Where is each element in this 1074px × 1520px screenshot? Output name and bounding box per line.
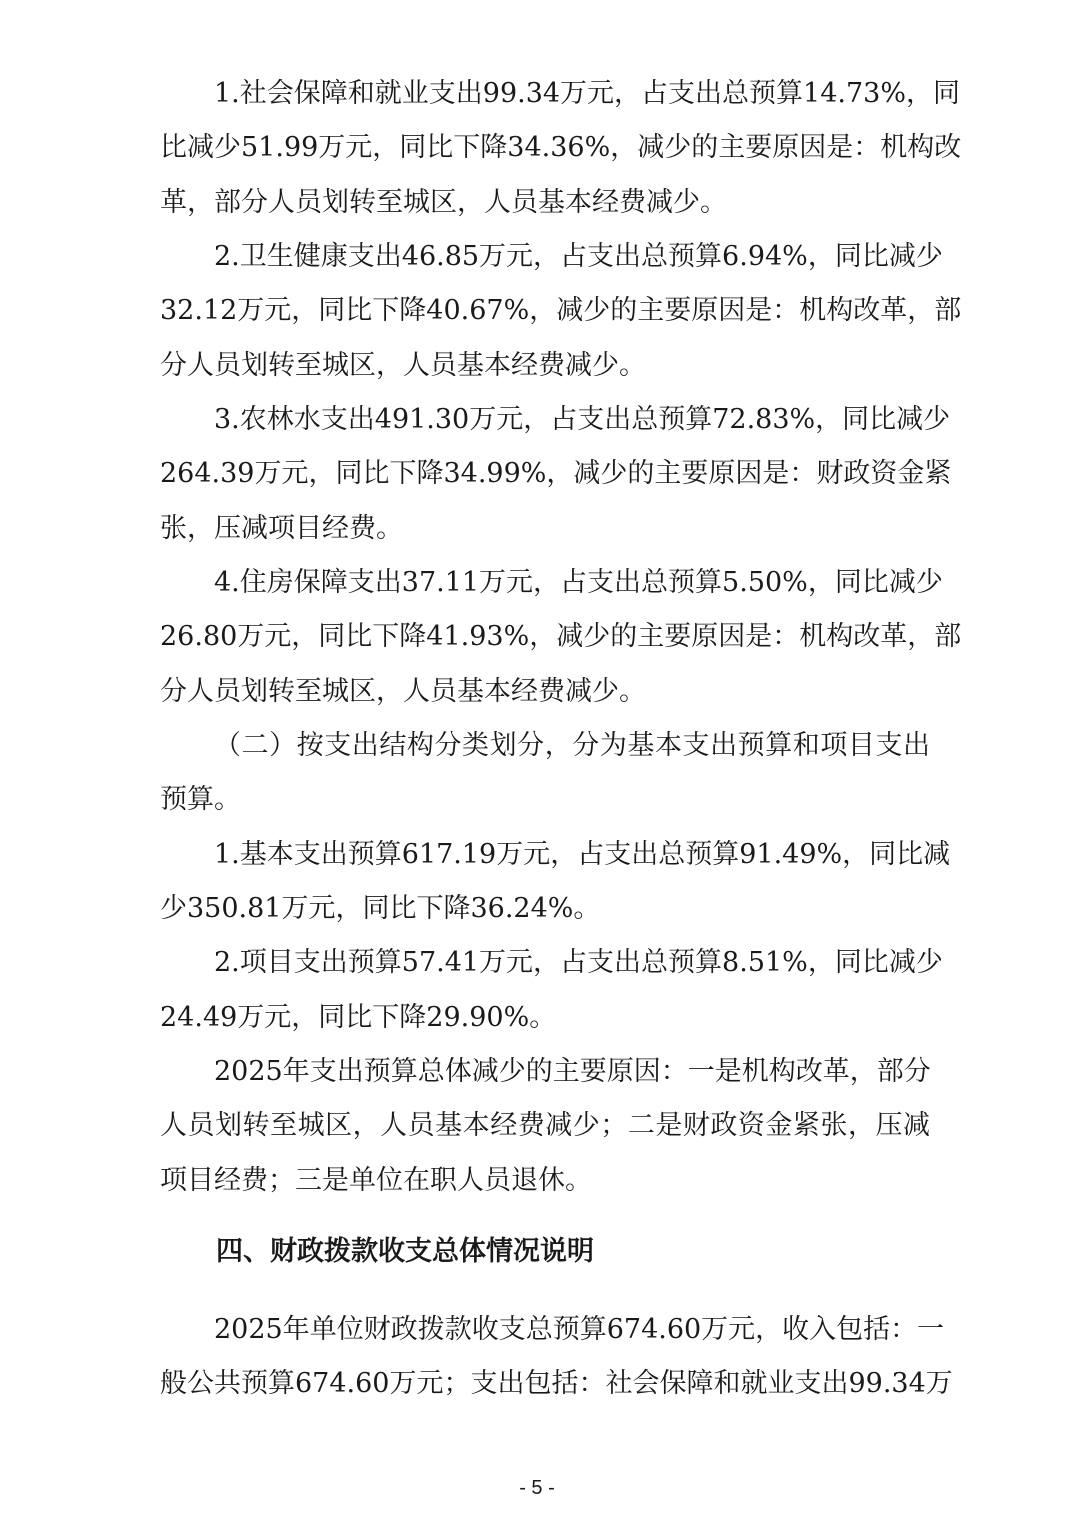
paragraph-line: 1.基本支出预算617.19万元，占支出总预算91.49%，同比减 bbox=[214, 839, 951, 870]
paragraph-line: 2.项目支出预算57.41万元，占支出总预算8.51%，同比减少 bbox=[214, 947, 943, 978]
paragraph-line: 张，压减项目经费。 bbox=[160, 513, 403, 544]
paragraph-line: 4.住房保障支出37.11万元，占支出总预算5.50%，同比减少 bbox=[214, 567, 943, 598]
paragraph-line: 项目经费；三是单位在职人员退休。 bbox=[160, 1165, 592, 1196]
paragraph-line: 般公共预算674.60万元；支出包括：社会保障和就业支出99.34万 bbox=[160, 1368, 953, 1399]
paragraph-line: 2.卫生健康支出46.85万元，占支出总预算6.94%，同比减少 bbox=[214, 241, 943, 272]
paragraph-line: 3.农林水支出491.30万元，占支出总预算72.83%，同比减少 bbox=[214, 404, 951, 435]
paragraph-line: 少350.81万元，同比下降36.24%。 bbox=[160, 893, 601, 924]
paragraph-line: 革，部分人员划转至城区，人员基本经费减少。 bbox=[160, 187, 727, 218]
section-heading: 四、财政拨款收支总体情况说明 bbox=[216, 1236, 594, 1267]
paragraph-line: 32.12万元，同比下降40.67%，减少的主要原因是：机构改革，部 bbox=[160, 295, 962, 326]
paragraph-line: 26.80万元，同比下降41.93%，减少的主要原因是：机构改革，部 bbox=[160, 621, 962, 652]
paragraph-line: 分人员划转至城区，人员基本经费减少。 bbox=[160, 350, 646, 381]
paragraph-line: 1.社会保障和就业支出99.34万元，占支出总预算14.73%，同 bbox=[214, 78, 961, 109]
paragraph-line: 2025年支出预算总体减少的主要原因：一是机构改革，部分 bbox=[214, 1056, 931, 1087]
paragraph-line: 人员划转至城区，人员基本经费减少；二是财政资金紧张，压减 bbox=[160, 1110, 930, 1141]
subsection-line: （二）按支出结构分类划分，分为基本支出预算和项目支出 bbox=[214, 730, 930, 761]
subsection-line: 预算。 bbox=[160, 784, 241, 815]
paragraph-line: 24.49万元，同比下降29.90%。 bbox=[160, 1002, 557, 1033]
paragraph-line: 比减少51.99万元，同比下降34.36%，减少的主要原因是：机构改 bbox=[160, 132, 962, 163]
page-number: - 5 - bbox=[519, 1477, 555, 1499]
paragraph-line: 2025年单位财政拨款收支总预算674.60万元，收入包括：一 bbox=[214, 1314, 945, 1345]
paragraph-line: 264.39万元，同比下降34.99%，减少的主要原因是：财政资金紧 bbox=[160, 458, 952, 489]
paragraph-line: 分人员划转至城区，人员基本经费减少。 bbox=[160, 676, 646, 707]
